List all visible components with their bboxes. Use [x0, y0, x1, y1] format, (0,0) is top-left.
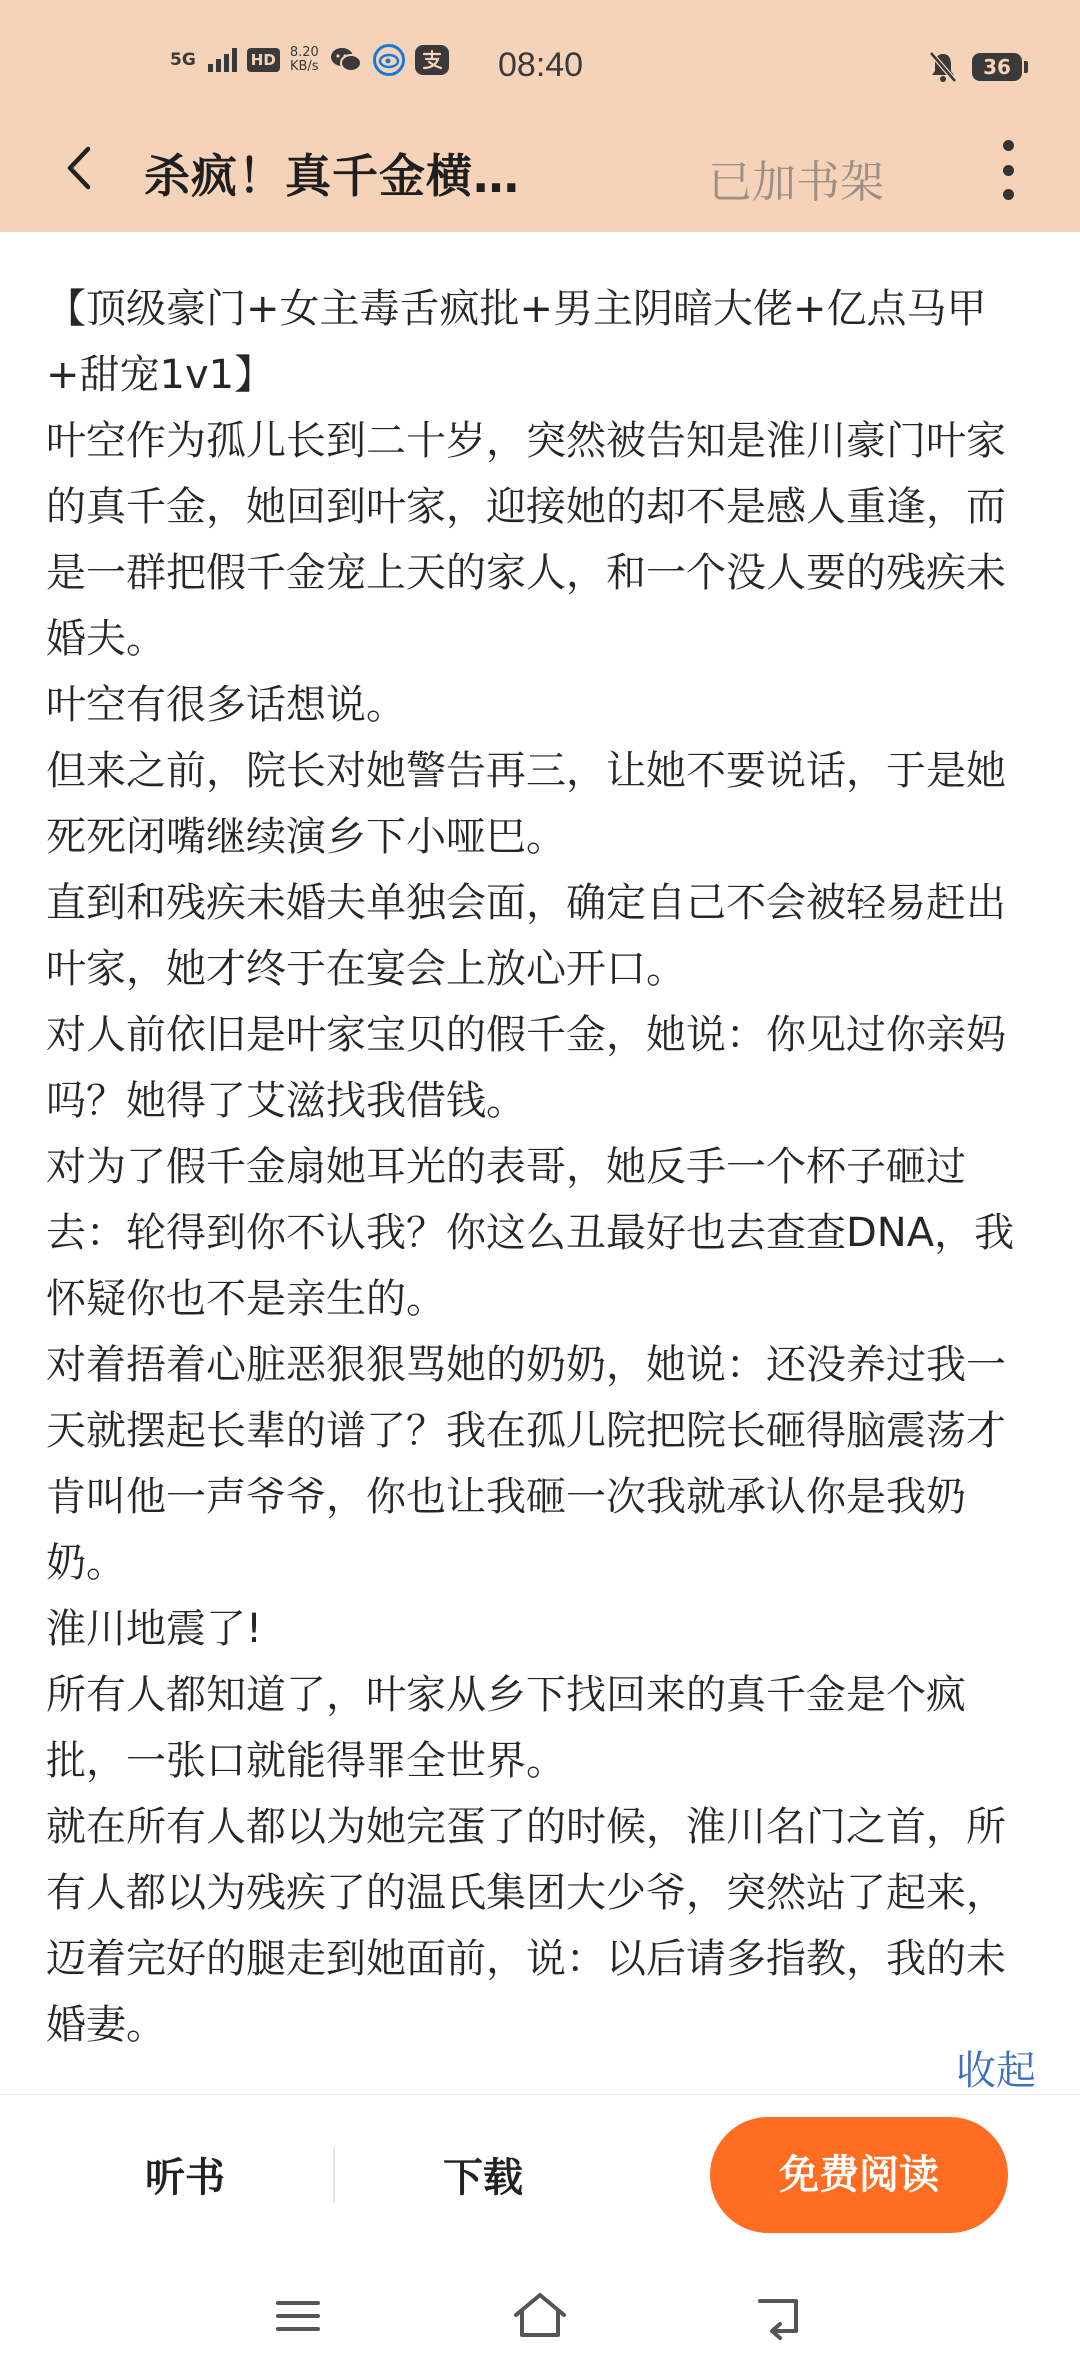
- action-divider: [333, 2147, 335, 2203]
- battery-level: 36: [983, 55, 1011, 79]
- wechat-icon: [329, 45, 363, 75]
- synopsis-paragraph: 【顶级豪门+女主毒舌疯批+男主阴暗大佬+亿点马甲+甜宠1v1】: [46, 286, 987, 398]
- speed-unit: KB/s: [289, 59, 319, 74]
- weibo-icon: [373, 44, 405, 76]
- nav-home-button[interactable]: [504, 2282, 576, 2354]
- nav-menu-button[interactable]: [262, 2282, 334, 2354]
- more-options-button[interactable]: [984, 138, 1032, 202]
- synopsis-paragraph: 就在所有人都以为她完蛋了的时候，淮川名门之首，所有人都以为残疾了的温氏集团大少爷，突然站了起来，迈着完好的腿走到她面前，说：以后请多指教，我的未婚妻。: [46, 1804, 1006, 2048]
- network-type: 5G: [170, 49, 196, 70]
- more-vertical-icon: [1003, 140, 1014, 200]
- free-read-button[interactable]: 免费阅读: [710, 2117, 1008, 2233]
- back-icon: [752, 2291, 808, 2345]
- listen-button[interactable]: 听书: [145, 2155, 225, 2201]
- book-title: 杀疯！真千金横…: [144, 149, 520, 203]
- synopsis-paragraph: 但来之前，院长对她警告再三，让她不要说话，于是她死死闭嘴继续演乡下小哑巴。: [46, 748, 1006, 860]
- synopsis-text: [46, 276, 1036, 2092]
- synopsis-paragraph: 对人前依旧是叶家宝贝的假千金，她说：你见过你亲妈吗？她得了艾滋找我借钱。: [46, 1012, 1006, 1124]
- alipay-icon: [415, 45, 449, 75]
- network-speed: [290, 46, 319, 74]
- back-arrow-icon: [60, 143, 100, 197]
- download-button[interactable]: 下载: [443, 2155, 523, 2201]
- hd-badge: HD: [247, 48, 280, 72]
- home-icon: [510, 2291, 570, 2345]
- signal-icon: [208, 48, 237, 72]
- menu-icon: [274, 2296, 322, 2340]
- mute-icon: [928, 50, 958, 84]
- synopsis-paragraph: 淮川地震了!: [46, 1606, 263, 1652]
- bottom-action-bar: [0, 2094, 1080, 2260]
- battery-icon: [972, 53, 1022, 81]
- speed-value: 8.20: [289, 45, 319, 60]
- synopsis-paragraph: 对着捂着心脏恶狠狠骂她的奶奶，她说：还没养过我一天就摆起长辈的谱了？我在孤儿院把院长砸得脑震荡才肯叫他一声爷爷，你也让我砸一次我就承认你是我奶奶。: [46, 1342, 1006, 1586]
- header-bar: [0, 120, 1080, 220]
- synopsis-paragraph: 叶空有很多话想说。: [46, 682, 406, 728]
- status-right-group: [928, 50, 1022, 84]
- top-area: [0, 0, 1080, 232]
- collapse-link[interactable]: 收起: [944, 2038, 1036, 2104]
- back-button[interactable]: [44, 134, 116, 206]
- shelf-status-button[interactable]: 已加书架: [708, 157, 884, 208]
- synopsis-paragraph: 所有人都知道了，叶家从乡下找回来的真千金是个疯批，一张口就能得罪全世界。: [46, 1672, 966, 1784]
- synopsis-paragraph: 直到和残疾未婚夫单独会面，确定自己不会被轻易赶出叶家，她才终于在宴会上放心开口。: [46, 880, 1006, 992]
- status-left-group: [170, 44, 449, 76]
- synopsis-paragraph: 叶空作为孤儿长到二十岁，突然被告知是淮川豪门叶家的真千金，她回到叶家，迎接她的却不是感人重逢，而是一群把假千金宠上天的家人，和一个没人要的残疾未婚夫。: [46, 418, 1006, 662]
- system-nav-bar: [0, 2260, 1080, 2376]
- status-bar: [0, 40, 1080, 96]
- synopsis-paragraph: 对为了假千金扇她耳光的表哥，她反手一个杯子砸过去：轮得到你不认我？你这么丑最好也去查查DNA，我怀疑你也不是亲生的。: [46, 1144, 1015, 1322]
- status-time: 08:40: [498, 46, 584, 84]
- nav-back-button[interactable]: [744, 2282, 816, 2354]
